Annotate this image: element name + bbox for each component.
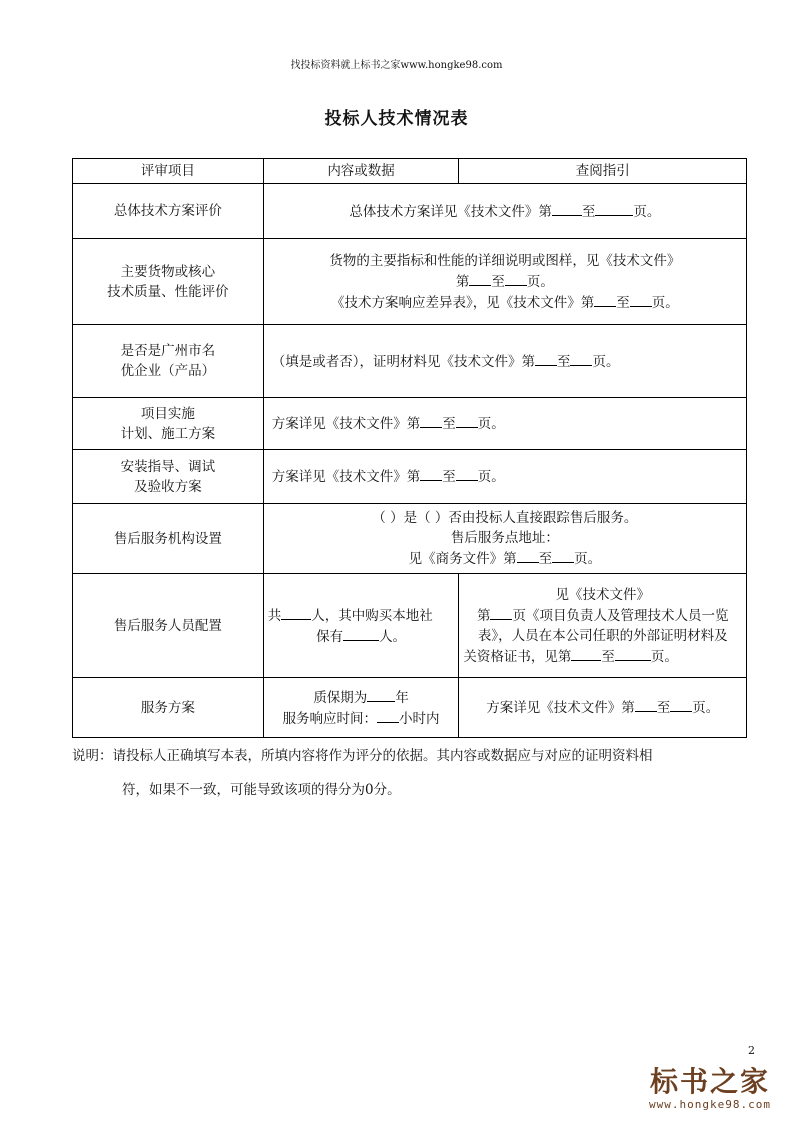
row-content: 方案详见《技术文件》第 至 页。 — [263, 398, 746, 450]
page-blank[interactable] — [552, 548, 574, 563]
table-row — [73, 398, 747, 450]
row-item: 售后服务人员配置 — [73, 574, 264, 678]
row-content: （ ）是（ ）否由投标人直接跟踪售后服务。 售后服务点地址： 见《商务文件》第 至 页。 — [263, 504, 746, 574]
row-guide: 方案详见《技术文件》第 至 页。 — [459, 678, 747, 738]
row-item: 总体技术方案评价 — [73, 184, 264, 239]
table-row — [73, 450, 747, 504]
table-row — [73, 504, 747, 574]
table-header-row — [73, 159, 747, 184]
page-blank[interactable] — [490, 605, 512, 620]
row-content: （填是或者否），证明材料见《技术文件》第 至 页。 — [263, 325, 746, 398]
table-row — [73, 325, 747, 398]
header-item: 评审项目 — [73, 159, 264, 184]
page-blank[interactable] — [517, 548, 539, 563]
row-guide: 见《技术文件》 第 页《项目负责人及管理技术人员一览表》，人员在本公司任职的外部证明材料及 关资格证书，见第 至 页。 — [459, 574, 747, 678]
row-content: 方案详见《技术文件》第 至 页。 — [263, 450, 746, 504]
table-row — [73, 184, 747, 239]
note-text: 说明：请投标人正确填写本表，所填内容将作为评分的依据。其内容或数据应与对应的证明资料相 — [72, 748, 653, 764]
year-blank[interactable] — [367, 687, 395, 702]
page-blank[interactable] — [552, 201, 582, 216]
row-content: 总体技术方案详见《技术文件》第 至 页。 — [263, 184, 746, 239]
row-item: 服务方案 — [73, 678, 264, 738]
page-blank[interactable] — [630, 292, 652, 307]
page-blank[interactable] — [456, 413, 478, 428]
brand-logo — [640, 1066, 780, 1111]
row-content: 共 人，其中购买本地社 保有 人。 — [263, 574, 459, 678]
row-item: 售后服务机构设置 — [73, 504, 264, 574]
page-blank[interactable] — [420, 413, 442, 428]
page-blank[interactable] — [535, 351, 557, 366]
technical-info-table — [72, 158, 747, 738]
header-content: 内容或数据 — [263, 159, 459, 184]
row-item: 是否是广州市名 优企业（产品） — [73, 325, 264, 398]
page-number: 2 — [748, 1044, 755, 1057]
page-blank[interactable] — [594, 292, 616, 307]
page-blank[interactable] — [571, 646, 601, 661]
header-guide: 查阅指引 — [459, 159, 747, 184]
page-blank[interactable] — [505, 271, 527, 286]
row-item: 安装指导、调试 及验收方案 — [73, 450, 264, 504]
row-item: 主要货物或核心 技术质量、性能评价 — [73, 239, 264, 325]
row-content: 质保期为 年 服务响应时间： 小时内 — [263, 678, 459, 738]
page-blank[interactable] — [420, 466, 442, 481]
count-blank[interactable] — [281, 605, 311, 620]
row-item: 项目实施 计划、施工方案 — [73, 398, 264, 450]
hour-blank[interactable] — [377, 708, 399, 723]
note-text-continued: 符，如果不一致，可能导致该项的得分为0分。 — [122, 782, 401, 798]
page-blank[interactable] — [469, 271, 491, 286]
page-blank[interactable] — [570, 351, 592, 366]
table-row — [73, 574, 747, 678]
row-content: 货物的主要指标和性能的详细说明或图样，见《技术文件》 第 至 页。 《技术方案响应差异表》，见《技术文件》第 至 页。 — [263, 239, 746, 325]
page-blank[interactable] — [670, 697, 692, 712]
page-blank[interactable] — [635, 697, 657, 712]
count-blank[interactable] — [343, 626, 379, 641]
page-blank[interactable] — [615, 646, 651, 661]
logo-text: 标书之家 — [649, 1065, 770, 1098]
table-row — [73, 239, 747, 325]
header-source-text: 找投标资料就上标书之家www.hongke98.com — [290, 60, 503, 71]
page-title: 投标人技术情况表 — [324, 109, 469, 129]
logo-url: www.hongke98.com — [649, 1098, 771, 1111]
page-blank[interactable] — [456, 466, 478, 481]
table-row — [73, 678, 747, 738]
page-blank[interactable] — [595, 201, 633, 216]
